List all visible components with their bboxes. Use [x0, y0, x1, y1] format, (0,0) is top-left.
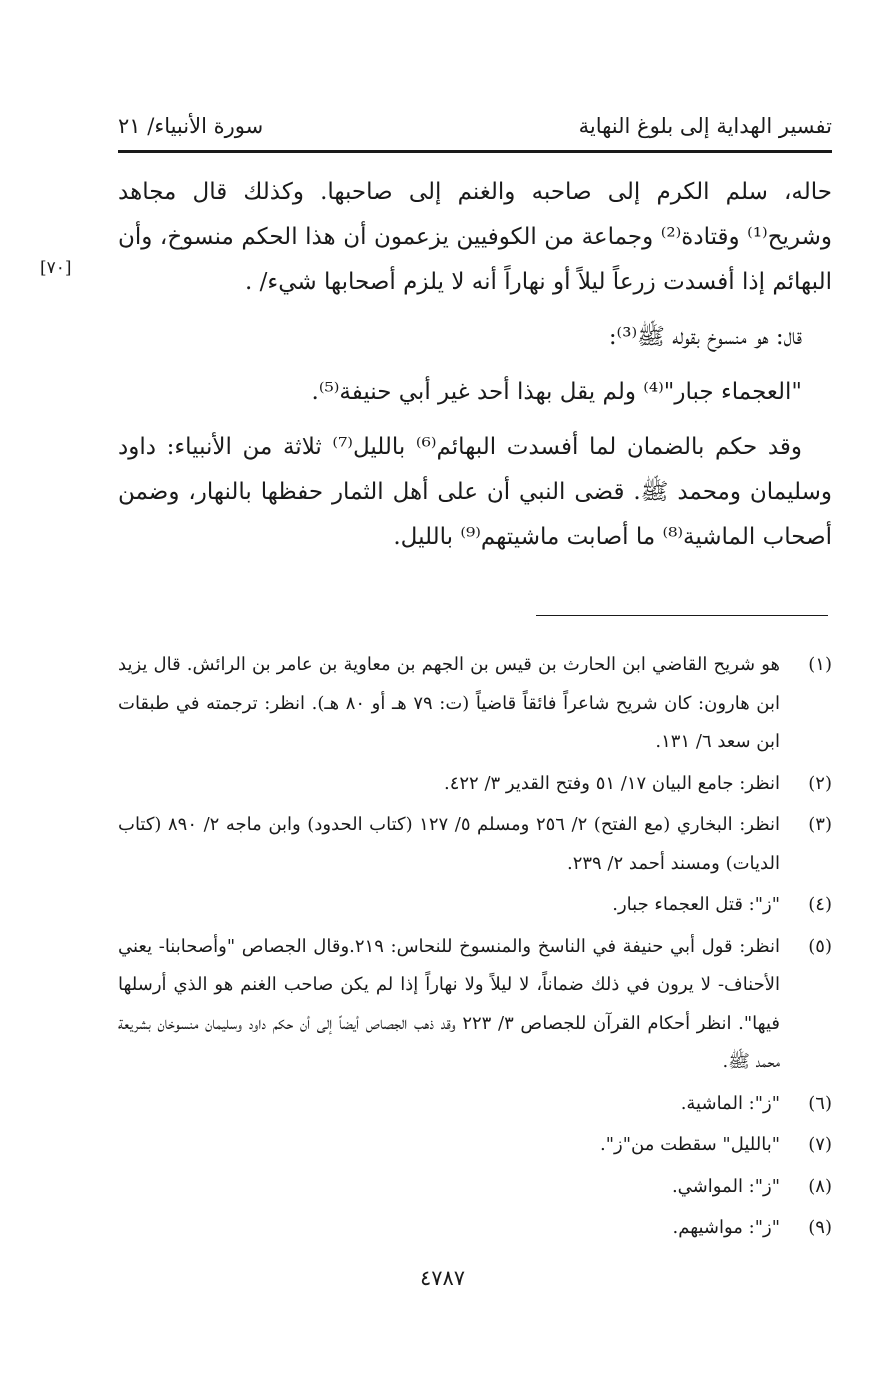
footnote-text: "بالليل" سقطت من"ز". [600, 1134, 780, 1155]
footnote-separator [536, 615, 828, 616]
footnote-number: (٢) [808, 772, 832, 794]
footnote [118, 886, 832, 925]
footnote-number: (٣) [808, 814, 832, 835]
paragraph-3: "العجماء جبار"⁽⁴⁾ ولم يقل بهذا أحد غير أبي حنيفة⁽⁵⁾. [311, 379, 802, 405]
footnote [118, 806, 832, 883]
manuscript-folio-marker: [٧٠] [40, 258, 72, 278]
paragraph-1: حاله، سلم الكرم إلى صاحبه والغنم إلى صاحبها. وكذلك قال مجاهد وشريح⁽¹⁾ وقتادة⁽²⁾ وجماعة من الكوفيين يزعمون أن هذا الحكم منسوخ، وأن البهائم إذا أفسدت زرعاً ليلاً أو نهاراً أنه لا يلزم أصحابها شيء/ . [118, 179, 833, 295]
footnote-text: هو شريح القاضي ابن الحارث بن قيس بن الجهم بن معاوية بن عامر بن الرائش. قال يزيد ابن هارون: كان شريح شاعراً فائقاً قاضياً (ت: ٧٩ هـ أو ٨٠ هـ). انظر: ترجمته في طبقات ابن سعد ٦/ ١٣١. [118, 654, 780, 752]
paragraph-4: وقد حكم بالضمان لما أفسدت البهائم⁽⁶⁾ بالليل⁽⁷⁾ ثلاثة من الأنبياء: داود وسليمان ومحمد ﷺ. قضى النبي أن على أهل الثمار حفظها بالنهار، وضمن أصحاب الماشية⁽⁸⁾ ما أصابت ماشيتهم⁽⁹⁾ بالليل. [118, 434, 832, 550]
book-title: تفسير الهداية إلى بلوغ النهاية [578, 114, 832, 138]
footnote-text: "ز": قتل العجماء جبار. [612, 894, 780, 915]
footnote-number: (٩) [808, 1217, 832, 1238]
footnote-text: "ز": المواشي. [671, 1175, 780, 1197]
page-number: ٤٧٨٧ [419, 1266, 466, 1290]
header-rule [118, 150, 832, 153]
footnote [118, 928, 832, 1082]
main-text [118, 170, 832, 560]
footnote-text: "ز": مواشيهم. [672, 1217, 780, 1238]
footnote [118, 1085, 832, 1124]
paragraph-2: قال: هو منسوخ بقوله ﷺ⁽³⁾: [608, 324, 802, 350]
footnote [118, 765, 832, 804]
footnote-text: انظر: جامع البيان ١٧/ ٥١ وفتح القدير ٣/ ٤٢٢. [443, 772, 780, 794]
footnote-number: (٥) [808, 935, 832, 957]
footnote-text: انظر: قول أبي حنيفة في الناسخ والمنسوخ للنحاس: ٢١٩.وقال الجصاص "وأصحابنا- يعني الأحناف- لا يرون في ذلك ضماناً، لا ليلاً ولا نهاراً إذا لم يكن صاحب الغنم هو الذي أرسلها فيها". انظر أحكام القرآن للجصاص ٣/ ٢٢٣ وقد ذهب الجصاص أيضاً إلى أن حكم داود وسليمان منسوخان بشريعة محمد ﷺ. [118, 935, 780, 1072]
footnote-text: انظر: البخاري (مع الفتح) ٢/ ٢٥٦ ومسلم ٥/ ١٢٧ (كتاب الحدود) وابن ماجه ٢/ ٨٩٠ (كتاب الديات) ومسند أحمد ٢/ ٢٣٩. [118, 814, 780, 874]
footnotes [118, 646, 832, 1251]
footnote-text: "ز": الماشية. [680, 1092, 780, 1114]
footnote [118, 646, 832, 762]
footnote-number: (١) [808, 654, 832, 675]
running-header [118, 106, 832, 146]
footnote [118, 1209, 832, 1248]
surah-title: سورة الأنبياء/ ٢١ [118, 114, 264, 138]
footnote-number: (٧) [808, 1134, 832, 1155]
footnote-number: (٤) [808, 894, 832, 915]
footnote-number: (٦) [808, 1092, 832, 1114]
footnote-number: (٨) [808, 1175, 832, 1197]
footnote [118, 1168, 832, 1207]
footnote [118, 1126, 832, 1165]
